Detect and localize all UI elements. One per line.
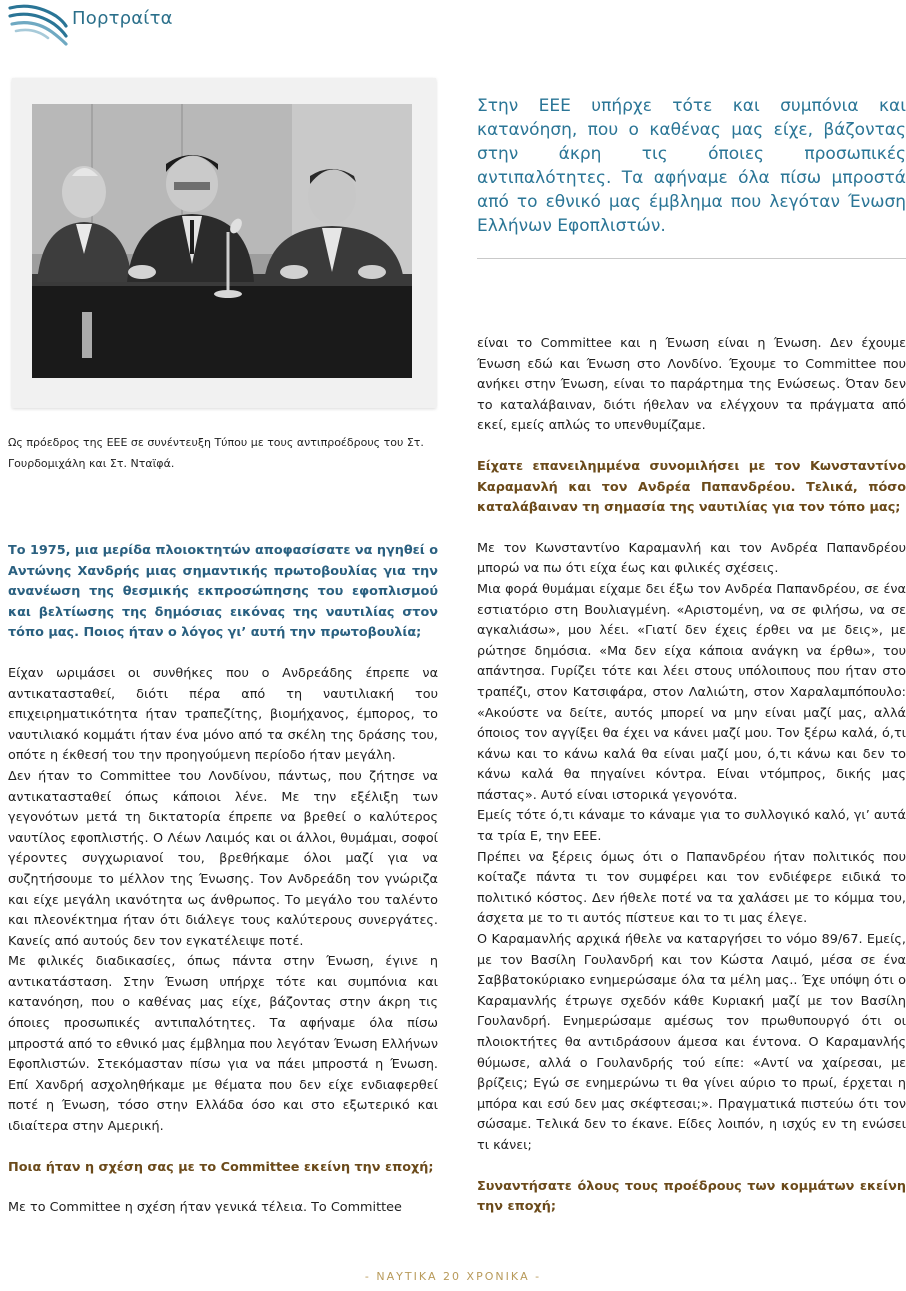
right-column — [477, 334, 906, 1218]
photo-caption: Ως πρόεδρος της ΕΕΕ σε συνέντευξη Τύπου με τους αντιπροέδρους του Στ. Γουρδομιχάλη και Στ. Νταϊφά. — [8, 436, 424, 470]
page-footer: - ΝΑΥΤΙΚΑ 20 ΧΡΟΝΙΚΑ - — [364, 1270, 542, 1283]
question-4: Συναντήσατε όλους τους προέδρους των κομμάτων εκείνη την εποχή; — [477, 1178, 906, 1215]
question-1: Το 1975, μια μερίδα πλοιοκτητών αποφασίσατε να ηγηθεί ο Αντώνης Χανδρής μιας σημαντικής πρωτοβουλίας για την ανανέωση της θεσμικής εκπροσώπησης του εφοπλισμού και βελτίωσης της δημόσιας εικόνας της ναυτιλίας στον τόπο μας. Ποιος ήταν ο λόγος γι’ αυτή την πρωτοβουλία; — [8, 543, 438, 641]
pull-quote-divider — [477, 258, 906, 259]
pull-quote: Στην ΕΕΕ υπήρχε τότε και συμπόνια και κατανόηση, που ο καθένας μας είχε, βάζοντας στην άκρη τις όποιες προσωπικές αντιπαλότητες. Τα αφήναμε όλα πίσω μπροστά από το εθνικό μας έμβλημα που λεγόταν Ένωση Ελλήνων Εφοπλιστών. — [477, 96, 906, 236]
answer-paragraph: Με το Committee η σχέση ήταν γενικά τέλεια. Το Committee — [8, 1200, 402, 1216]
question-3: Είχατε επανειλημμένα συνομιλήσει με τον Κωνσταντίνο Καραμανλή και τον Ανδρέα Παπανδρέου. Τελικά, πόσο καταλάβαιναν τη σημασία της ναυτιλίας για τον τόπο μας; — [477, 458, 906, 516]
answer-paragraph: Είχαν ωριμάσει οι συνθήκες που ο Ανδρεάδης έπρεπε να αντικατασταθεί, διότι πέρα από τη ναυτιλιακή του επιχειρηματικότητα ήταν τραπεζίτης, βιομήχανος, έμπορος, το ναυτιλιακό κομμάτι ήταν ένα μόνο από τα σκέλη της δράσης του, οπότε η έκθεσή του την προηγούμενη περίοδο ήταν μεγάλη. — [8, 665, 438, 764]
answer-paragraph: Εμείς τότε ό,τι κάναμε το κάναμε για το συλλογικό καλό, γι’ αυτά τα τρία Ε, την ΕΕΕ. — [477, 808, 906, 845]
left-column — [8, 541, 438, 1219]
answer-paragraph: Με φιλικές διαδικασίες, όπως πάντα στην Ένωση, έγινε η αντικατάσταση. Στην Ένωση υπήρχε τότε και συμπόνια και κατανόηση, που ο καθένας μας είχε, βάζοντας στην άκρη τις όποιες προσωπικές αντιπαλότητες. Τα αφήναμε όλα πίσω μπροστά από το εθνικό μας έμβλημα που λεγόταν Ένωση Ελλήνων Εφοπλιστών. Στεκόμασταν πίσω για να πάει μπροστά η Ένωση. Επί Χανδρή ασχοληθήκαμε με θέματα που δεν είχε ενδιαφερθεί ποτέ η Ένωση, τόσο στην Ελλάδα όσο και στο εξωτερικό και ιδιαίτερα στην Αμερική. — [8, 954, 438, 1135]
answer-paragraph: Δεν ήταν το Committee του Λονδίνου, πάντως, που ζήτησε να αντικατασταθεί όπως κάποιοι λένε. Με την εξέλιξη των γεγονότων μετά τη δικτατορία έπρεπε να βρεθεί ο καλύτερος ναυτίλος εφοπλιστής. Ο Λέων Λαιμός και οι άλλοι, θυμάμαι, σοφοί γέροντες συγχωριανοί του, βρεθήκαμε όλοι μαζί για να συζητήσουμε το μέλλον της Ένωσης. Τον Ανδρεάδη τον γνώριζα και είχε μεγάλη ικανότητα ως άνθρωπος. Το μεγάλο του ταλέντο και πλεονέκτημα ήταν ότι διάλεγε τους καλύτερους συνεργάτες. Κανείς από αυτούς δεν τον εγκατέλειψε ποτέ. — [8, 768, 438, 949]
page-header — [8, 0, 308, 50]
section-title: Πορτραίτα — [72, 8, 173, 29]
wave-logo-icon — [8, 0, 68, 46]
question-2: Ποια ήταν η σχέση σας με το Committee εκείνη την εποχή; — [8, 1159, 434, 1175]
answer-paragraph: Μια φορά θυμάμαι είχαμε δει έξω τον Ανδρέα Παπανδρέου, σε ένα εστιατόριο στη Βουλιαγμένη. «Αριστομένη, να σε φιλήσω, να σε αγκαλιάσω», μου λέει. «Γιατί δεν έχεις έρθει να με δεις», με ρώτησε δημόσια. «Μα δεν είχα κάποια ανάγκη να έρθω», του απάντησα. Γυρίζει τότε και λέει στους υπόλοιπους που ήταν στο τραπέζι, στον Κατσιφάρα, στον Λαλιώτη, στον Χαραλαμπόπουλο: «Ακούστε να δείτε, αυτός μπορεί να μην είναι μαζί μας, αλλά όποιος τον αγγίξει θα έχει να κάνει μαζί μου. Τον ξέρω καλά, ό,τι κάνω και το κάνω καλά θα είναι μαζί μου, ό,τι κάνω και δεν το κάνω καλά θα πηγαίνει κόντρα. Είναι ντόμπρος, δικής μας πάστας». Αυτό είναι ιστορικά γεγονότα. — [477, 581, 906, 803]
answer-paragraph: Ο Καραμανλής αρχικά ήθελε να καταργήσει το νόμο 89/67. Εμείς, με τον Βασίλη Γουλανδρή και τον Κώστα Λαιμό, μέσα σε ένα Σαββατοκύριακο ενημερώσαμε όλα τα μέλη μας.. Έχε υπόψη ότι ο Καραμανλής έτρωγε σχεδόν κάθε Κυριακή μαζί με τον Βασίλη Γουλανδρή. Ενημερώσαμε αμέσως τον πρωθυπουργό ότι οι πλοιοκτήτες θα αντιδράσουν άμεσα και έντονα. Ο Καραμανλής θύμωσε, αλλά ο Γουλανδρής τού είπε: «Αντί να χαίρεσαι, με βρίζεις; Εγώ σε ενημερώνω τι θα γίνει αύριο το πρωί, έρχεται η μπόρα και εσύ δεν μας σκέφτεσαι;». Πραγματικά πιστεύω ότι τον σώσαμε. Τελικά δεν το έκανε. Είδες λοιπόν, η ισχύς εν τη ενώσει τι κάνει; — [477, 932, 906, 1153]
answer-paragraph: Πρέπει να ξέρεις όμως ότι ο Παπανδρέου ήταν πολιτικός που κοίταζε πάντα τι τον συμφέρει και τον ενδιέφερε ειδικά το πολιτικό κόστος. Δεν ήθελε ποτέ να τα χαλάσει με το κόμμα του, άσχετα με το τι αυτός πίστευε και το τι μας έλεγε. — [477, 849, 906, 927]
press-conference-photo-icon — [32, 104, 412, 378]
answer-paragraph: Με τον Κωνσταντίνο Καραμανλή και τον Ανδρέα Παπανδρέου μπορώ να πω ότι είχα έως και φιλικές σχέσεις. — [477, 540, 906, 577]
answer-paragraph: είναι το Committee και η Ένωση είναι η Ένωση. Δεν έχουμε Ένωση εδώ και Ένωση στο Λονδίνο. Έχουμε το Committee που ανήκει στην Ένωση, είναι το παράρτημα της Ενώσεως. Όταν δεν το καταλάβαιναν, διότι ήθελαν να ελέγχουν τα πράγματα από εκεί, εμείς απλώς το υπενθυμίζαμε. — [477, 336, 906, 434]
photo-frame — [12, 78, 436, 408]
